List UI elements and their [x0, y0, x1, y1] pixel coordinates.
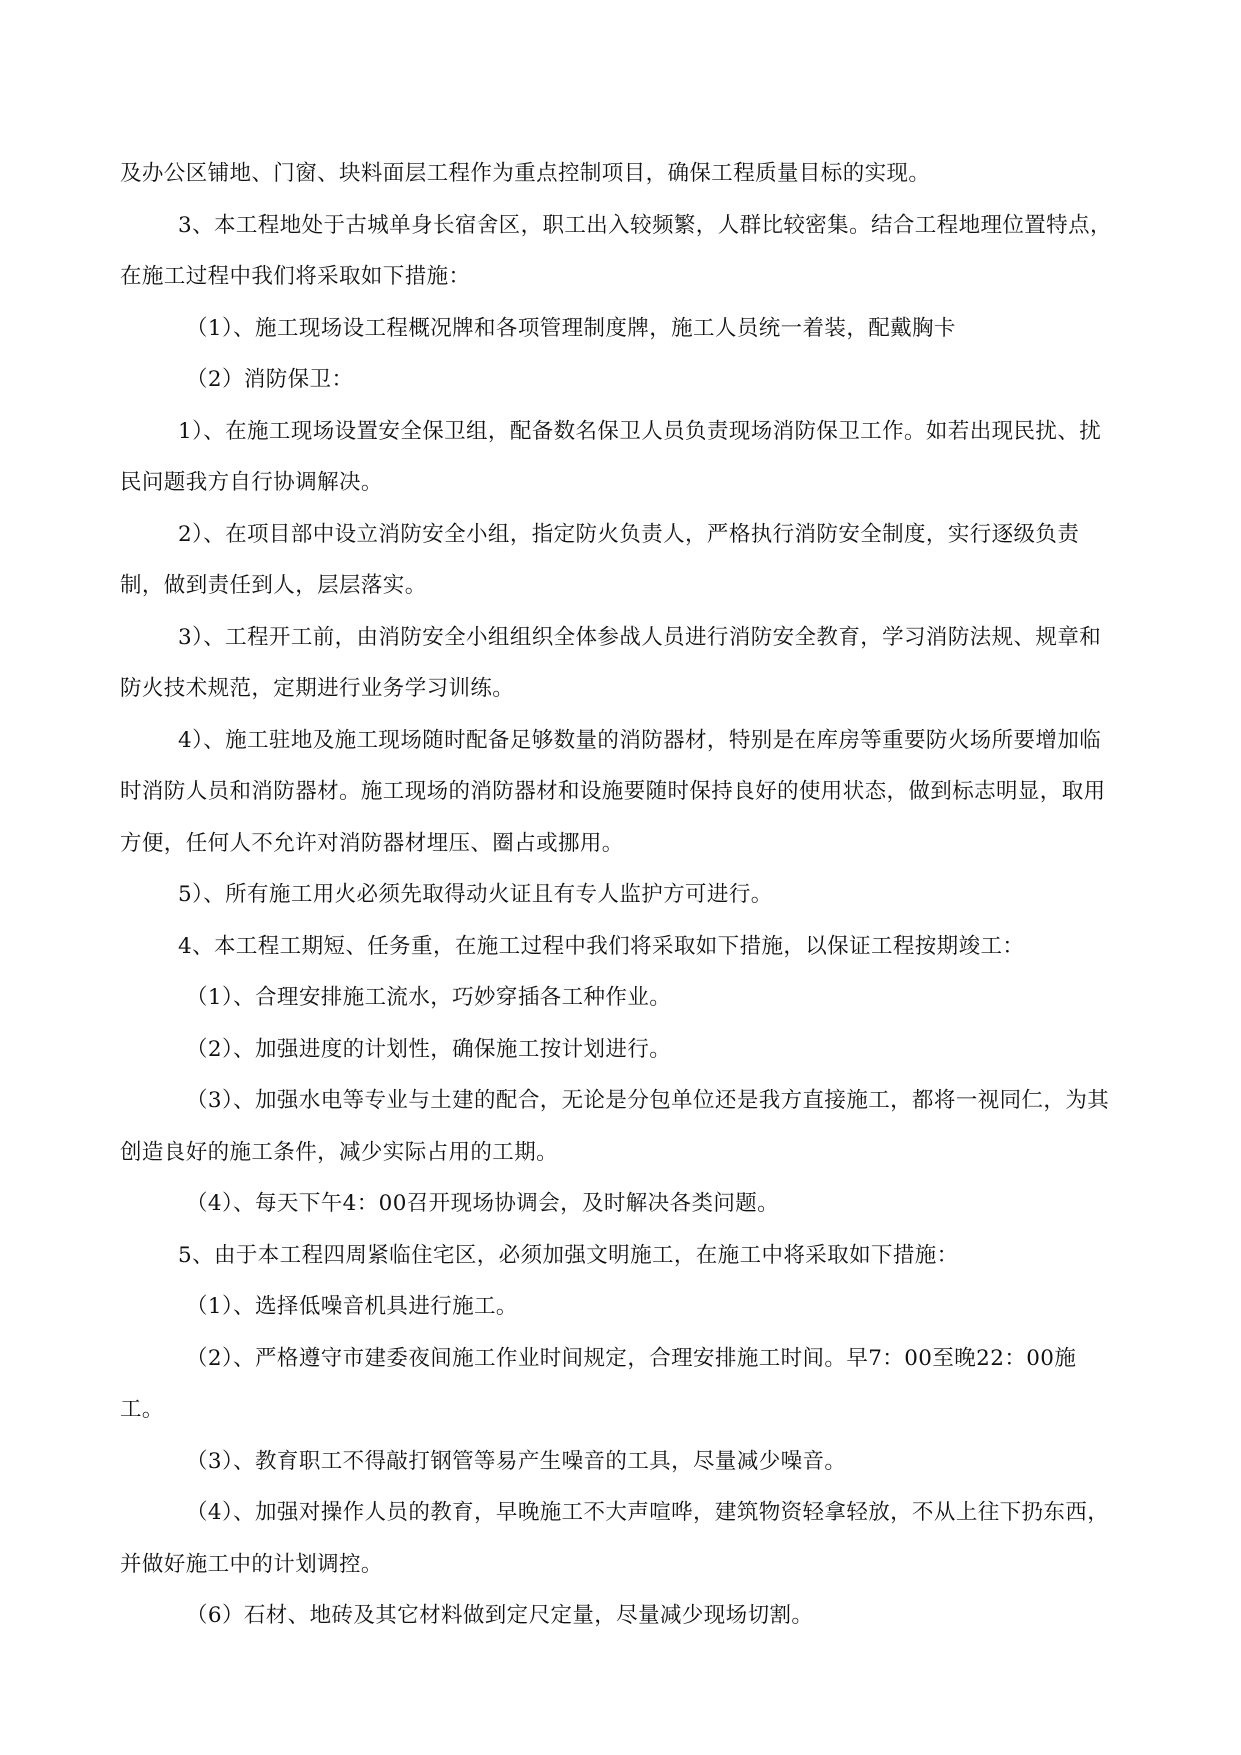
- paragraph-3: （1）、施工现场设工程概况牌和各项管理制度牌，施工人员统一着装，配戴胸卡: [186, 315, 956, 341]
- paragraph-19: （4）、加强对操作人员的教育，早晚施工不大声喧哗，建筑物资轻拿轻放，不从上往下扔东西，并做好施工中的计划调控。: [120, 1500, 1110, 1577]
- paragraph-9: 5）、所有施工用火必须先取得动火证且有专人监护方可进行。: [178, 882, 773, 907]
- paragraph-7: 3）、工程开工前，由消防安全小组组织全体参战人员进行消防安全教育，学习消防法规、规章和防火技术规范，定期进行业务学习训练。: [120, 624, 1102, 701]
- paragraph-1: 及办公区铺地、门窗、块料面层工程作为重点控制项目，确保工程质量目标的实现。: [120, 161, 931, 186]
- paragraph-13: （3）、加强水电等专业与土建的配合，无论是分包单位还是我方直接施工，都将一视同仁，为其创造良好的施工条件，减少实际占用的工期。: [120, 1088, 1110, 1165]
- paragraph-6: 2）、在项目部中设立消防安全小组，指定防火负责人，严格执行消防安全制度，实行逐级负责制，做到责任到人，层层落实。: [120, 521, 1080, 598]
- paragraph-14: （4）、每天下午4：00召开现场协调会，及时解决各类问题。: [186, 1191, 780, 1216]
- paragraph-4: （2）消防保卫：: [186, 367, 354, 392]
- paragraph-5: 1）、在施工现场设置安全保卫组，配备数名保卫人员负责现场消防保卫工作。如若出现民扰、扰民问题我方自行协调解决。: [120, 418, 1102, 495]
- paragraph-15: 5、由于本工程四周紧临住宅区，必须加强文明施工，在施工中将采取如下措施：: [178, 1242, 959, 1268]
- paragraph-8: 4）、施工驻地及施工现场随时配备足够数量的消防器材，特别是在库房等重要防火场所要增加临时消防人员和消防器材。施工现场的消防器材和设施要随时保持良好的使用状态，做到标志明显，取用方便，任何人不允许对消防器材埋压、圈占或挪用。: [120, 727, 1106, 856]
- paragraph-18: （3）、教育职工不得敲打钢管等易产生噪音的工具，尽量减少噪音。: [186, 1448, 847, 1474]
- paragraph-10: 4、本工程工期短、任务重，在施工过程中我们将采取如下措施，以保证工程按期竣工：: [178, 933, 1025, 959]
- paragraph-11: （1）、合理安排施工流水，巧妙穿插各工种作业。: [186, 985, 672, 1010]
- paragraph-2: 3、本工程地处于古城单身长宿舍区，职工出入较频繁，人群比较密集。结合工程地理位置特点，在施工过程中我们将采取如下措施：: [120, 212, 1112, 289]
- paragraph-17: （2）、严格遵守市建委夜间施工作业时间规定，合理安排施工时间。早7：00至晚22：00施工。: [120, 1345, 1077, 1422]
- paragraph-20: （6）石材、地砖及其它材料做到定尺定量，尽量减少现场切割。: [186, 1603, 814, 1628]
- paragraph-16: （1）、选择低噪音机具进行施工。: [186, 1294, 518, 1319]
- paragraph-12: （2）、加强进度的计划性，确保施工按计划进行。: [186, 1036, 672, 1062]
